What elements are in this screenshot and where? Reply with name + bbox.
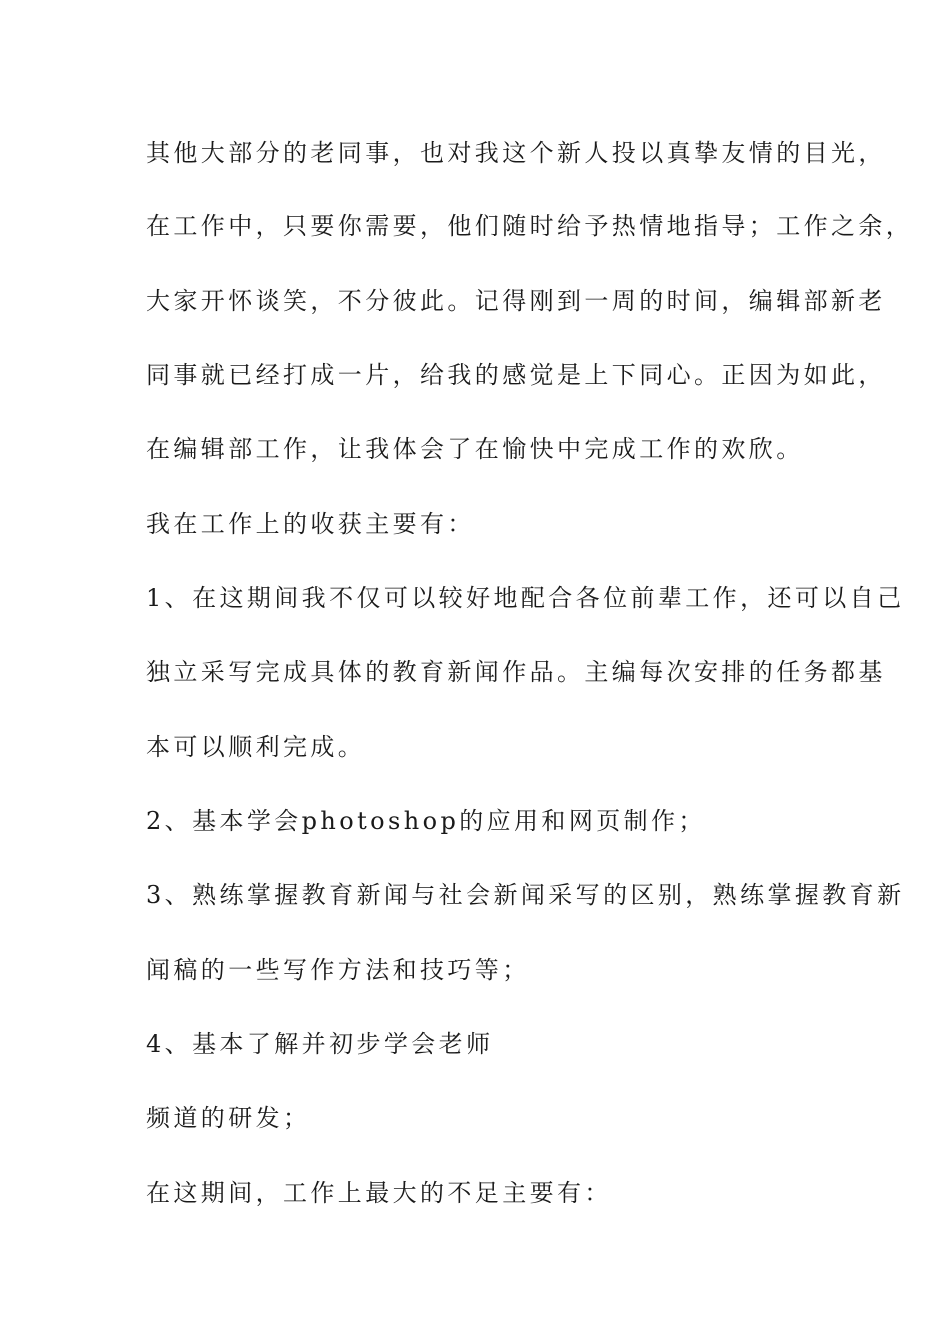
paragraph-line: 大家开怀谈笑，不分彼此。记得刚到一周的时间，编辑部新老 (146, 287, 886, 315)
list-item-1-continued: 本可以顺利完成。 (146, 733, 366, 761)
list-item-4-continued: 频道的研发； (146, 1104, 311, 1132)
paragraph-line: 在编辑部工作，让我体会了在愉快中完成工作的欢欣。 (146, 435, 804, 463)
section-heading: 在这期间，工作上最大的不足主要有： (146, 1179, 612, 1207)
list-item-4: 4、基本了解并初步学会老师 (146, 1030, 494, 1058)
section-heading: 我在工作上的收获主要有： (146, 510, 475, 538)
list-item-1-continued: 独立采写完成具体的教育新闻作品。主编每次安排的任务都基 (146, 658, 886, 686)
list-item-1: 1、在这期间我不仅可以较好地配合各位前辈工作，还可以自己 (146, 584, 905, 612)
paragraph-line: 在工作中，只要你需要，他们随时给予热情地指导；工作之余， (146, 212, 914, 240)
list-item-2: 2、基本学会photoshop的应用和网页制作； (146, 807, 706, 835)
list-item-3-continued: 闻稿的一些写作方法和技巧等； (146, 956, 530, 984)
paragraph-line: 其他大部分的老同事，也对我这个新人投以真挚友情的目光， (146, 139, 886, 167)
list-item-3: 3、熟练掌握教育新闻与社会新闻采写的区别，熟练掌握教育新 (146, 881, 905, 909)
paragraph-line: 同事就已经打成一片，给我的感觉是上下同心。正因为如此， (146, 361, 886, 389)
